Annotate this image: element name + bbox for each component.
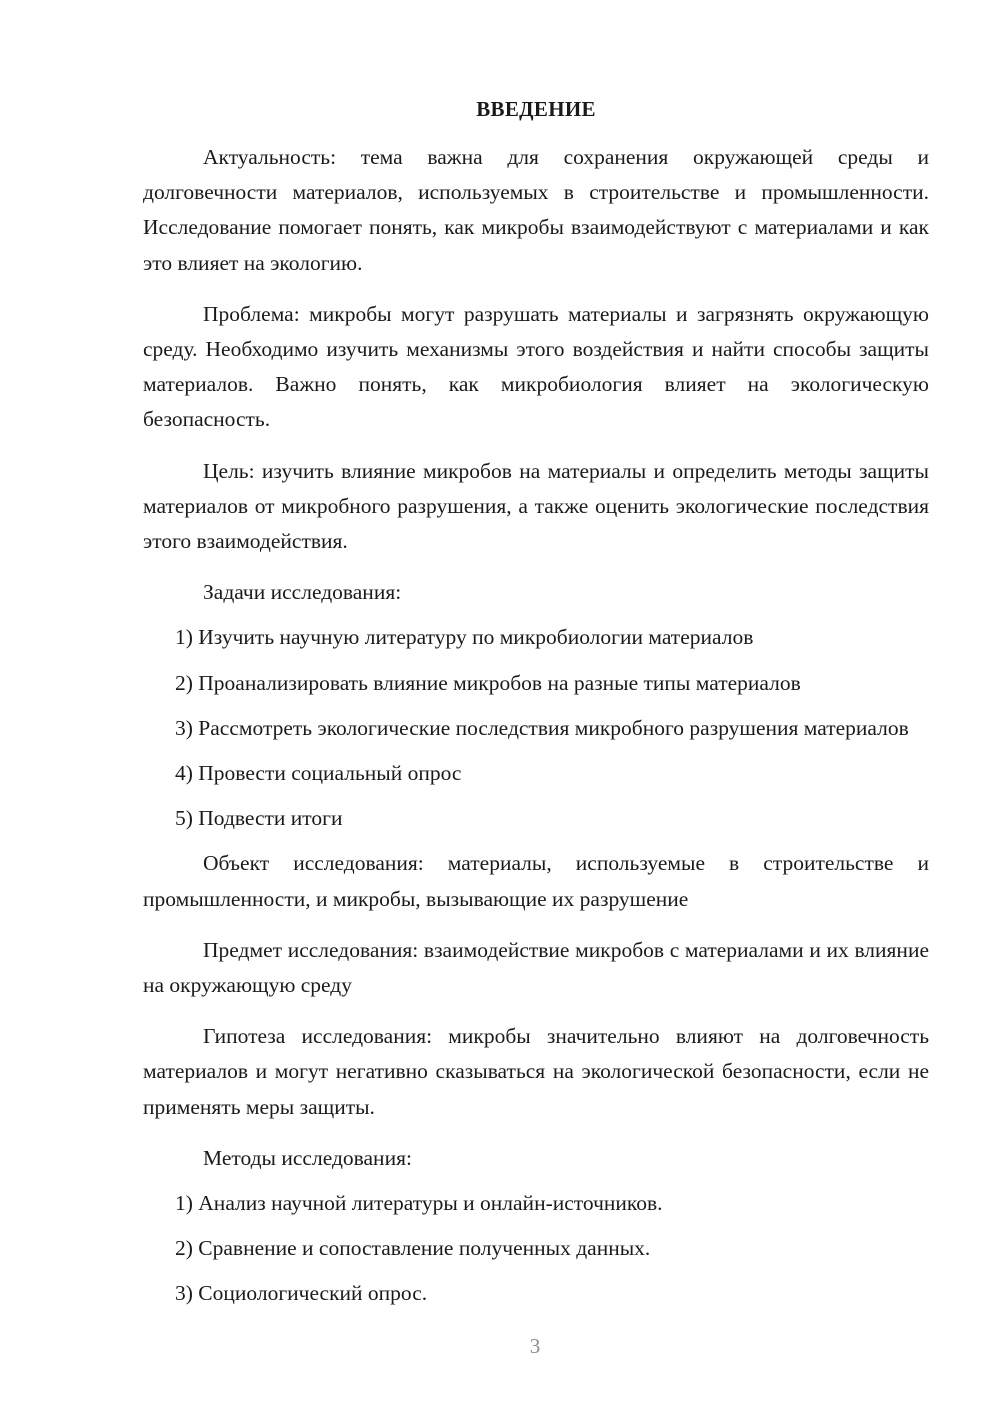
tasks-heading: Задачи исследования: [203, 580, 402, 605]
task-item: 2) Проанализировать влияние микробов на разные типы материалов [175, 670, 801, 695]
task-item: 5) Подвести итоги [175, 806, 343, 831]
method-item: 1) Анализ научной литературы и онлайн-источников. [175, 1191, 663, 1216]
methods-heading: Методы исследования: [203, 1145, 412, 1170]
page-content [143, 92, 929, 1322]
subject-paragraph: Предмет исследования: взаимодействие микробов с материалами и их влияние на окружающую среду [143, 937, 929, 998]
goal-paragraph: Цель: изучить влияние микробов на материалы и определить методы защиты материалов от микробного разрушения, а также оценить экологические последствия этого взаимодействия. [143, 458, 929, 554]
task-item: 4) Провести социальный опрос [175, 761, 462, 786]
method-item: 2) Сравнение и сопоставление полученных данных. [175, 1236, 651, 1261]
task-item: 1) Изучить научную литературу по микробиологии материалов [175, 625, 754, 650]
section-title: ВВЕДЕНИЕ [476, 97, 596, 121]
problem-paragraph: Проблема: микробы могут разрушать материалы и загрязнять окружающую среду. Необходимо изучить механизмы этого воздействия и найти способы защиты материалов. Важно понять, как микробиология влияет на экологическую безопасность. [143, 301, 929, 432]
task-item: 3) Рассмотреть экологические последствия микробного разрушения материалов [175, 715, 909, 740]
hypothesis-paragraph: Гипотеза исследования: микробы значительно влияют на долговечность материалов и могут негативно сказываться на экологической безопасности, если не применять меры защиты. [143, 1024, 929, 1119]
object-paragraph: Объект исследования: материалы, используемые в строительстве и промышленности, и микробы, вызывающие их разрушение [143, 851, 929, 911]
method-item: 3) Социологический опрос. [175, 1281, 428, 1306]
relevance-paragraph: Актуальность: тема важна для сохранения окружающей среды и долговечности материалов, используемых в строительстве и промышленности. Исследование помогает понять, как микробы взаимодействуют с материалами и как это влияет на экологию. [143, 145, 929, 275]
page-number: 3 [529, 1334, 541, 1358]
